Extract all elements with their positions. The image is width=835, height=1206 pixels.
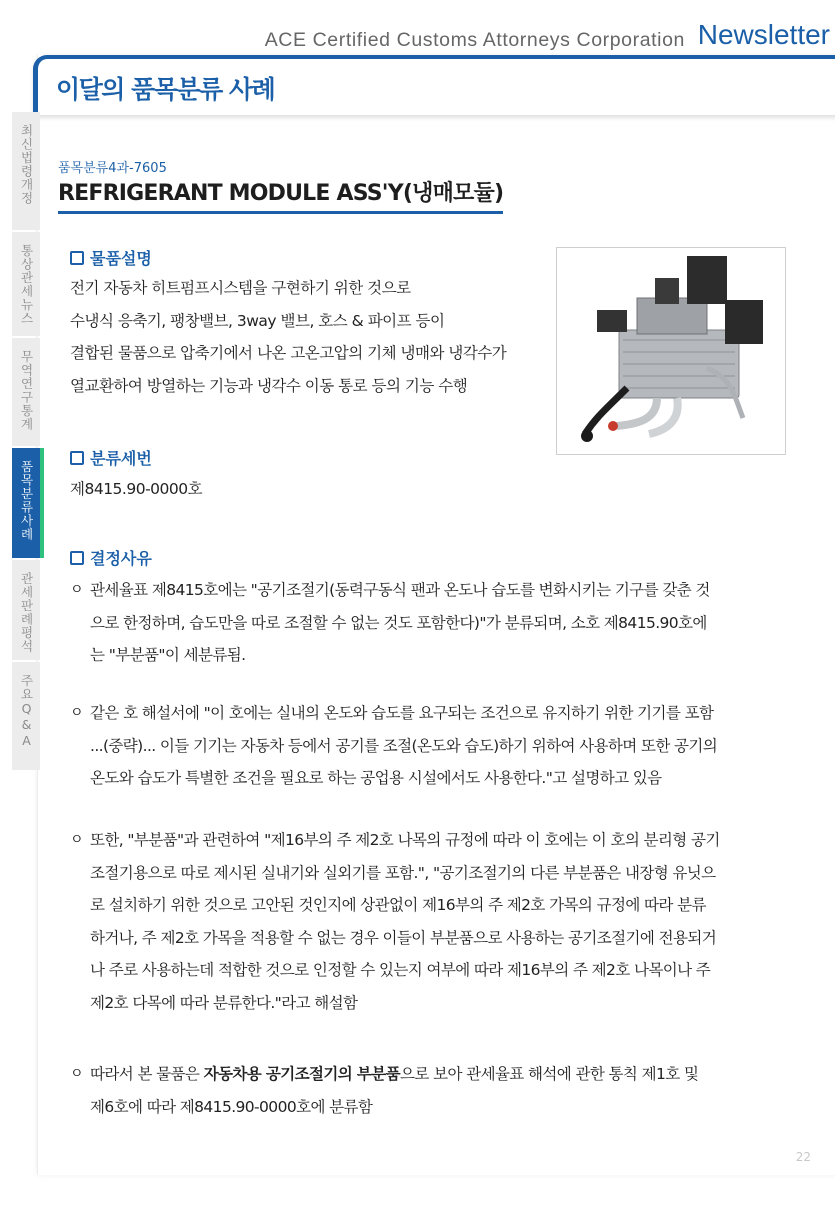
page-number: 22 [795, 1150, 811, 1164]
case-number: 품목분류4과-7605 [58, 161, 167, 176]
desc-line: 열교환하여 방열하는 기능과 냉각수 이동 통로 등의 기능 수행 [70, 376, 468, 395]
final-reason [70, 1058, 770, 1123]
final-post: 으로 보아 관세율표 해석에 관한 통칙 제1호 및 [400, 1065, 699, 1083]
tab-label: 무역연구통계 [19, 350, 34, 431]
company-name: ACE Certified Customs Attorneys Corporation [264, 29, 685, 51]
bullet-marker: ㅇ [70, 1066, 83, 1082]
tab-trade-news[interactable] [12, 232, 40, 336]
reason-line: 로 설치하기 위한 것으로 고안된 것인지에 상관없이 제16부의 주 제2호 가목의 규정에 따라 분류 [90, 896, 706, 914]
reason-line: 하거나, 주 제2호 가목을 적용할 수 없는 경우 이들이 부분품으로 사용하는 공기조절기에 전용되거 [90, 928, 717, 947]
tab-label: 통상관세뉴스 [19, 244, 34, 325]
reason-line: 조절기용으로 따로 제시된 실내기와 실외기를 포함.", "공기조절기의 다른 부분품은 내장형 유닛으 [90, 863, 716, 882]
article-title: REFRIGERANT MODULE ASS'Y(냉매모듈) [58, 176, 503, 214]
checkbox-icon [70, 551, 84, 565]
final-pre: 따라서 본 물품은 [90, 1065, 204, 1083]
section-title: 이달의 품목분류 사례 [56, 75, 275, 104]
reason-line: 는 "부분품"이 세분류됨. [90, 646, 246, 664]
reason-line: 제2호 다목에 따라 분류한다."라고 해설함 [90, 993, 358, 1012]
section-title-bar [33, 55, 835, 115]
desc-line: 전기 자동차 히트펌프시스템을 구현하기 위한 것으로 [70, 279, 411, 297]
reason-item [70, 574, 770, 672]
reason-heading-text: 결정사유 [90, 549, 152, 568]
tab-classification-cases[interactable] [12, 448, 44, 558]
tab-qa[interactable] [12, 662, 40, 770]
desc-heading-text: 물품설명 [90, 249, 152, 268]
checkbox-icon [70, 451, 84, 465]
tab-label: 주요Q&A [19, 674, 34, 749]
class-heading [70, 446, 152, 469]
class-heading-text: 분류세번 [90, 449, 152, 468]
desc-line: 수냉식 응축기, 팽창밸브, 3way 밸브, 호스 & 파이프 등이 [70, 311, 445, 330]
reason-line: 으로 한정하며, 습도만을 따로 조절할 수 없는 것도 포함한다)"가 분류되며, 소호 제8415.90호에 [90, 613, 707, 632]
tab-trade-research[interactable] [12, 338, 40, 446]
final-line-1 [90, 1058, 770, 1091]
tab-law-updates[interactable] [12, 112, 40, 230]
tab-case-reviews[interactable] [12, 560, 40, 660]
bullet-marker: ㅇ [70, 705, 83, 721]
reason-line: 관세율표 제8415호에는 "공기조절기(동력구동식 팬과 온도나 습도를 변화시키는 기구를 갖춘 것 [90, 581, 710, 599]
reason-item [70, 824, 770, 1019]
reason-line: ...(중략)... 이들 기기는 자동차 등에서 공기를 조절(온도와 습도)하기 위하여 사용하며 또한 공기의 [90, 736, 718, 755]
desc-heading [70, 246, 152, 269]
refrigerant-module-image [557, 248, 785, 454]
side-tabs [12, 112, 40, 772]
class-value: 제8415.90-0000호 [70, 480, 203, 498]
reason-item [70, 697, 770, 795]
reason-line: 또한, "부분품"과 관련하여 "제16부의 주 제2호 나목의 규정에 따라 이 호에는 이 호의 분리형 공기 [90, 831, 720, 849]
tab-label: 관세판례평석 [19, 572, 34, 653]
reason-heading [70, 546, 152, 569]
reason-line: 같은 호 해설서에 "이 호에는 실내의 온도와 습도를 요구되는 조건으로 유지하기 위한 기기를 포함 [90, 704, 714, 722]
final-line-2: 제6호에 따라 제8415.90-0000호에 분류함 [90, 1097, 373, 1116]
final-bold: 자동차용 공기조절기의 부분품 [203, 1065, 401, 1083]
tab-label: 품목분류사례 [19, 460, 34, 541]
reason-line: 온도와 습도가 특별한 조건을 필요로 하는 공업용 시설에서도 사용한다."고 설명하고 있음 [90, 769, 662, 787]
product-photo [556, 247, 786, 455]
checkbox-icon [70, 251, 84, 265]
reason-line: 나 주로 사용하는데 적합한 것으로 인정할 수 있는지 여부에 따라 제16부의 주 제2호 나목이나 주 [90, 961, 711, 979]
tab-label: 최신법령개정 [19, 124, 34, 205]
bullet-marker: ㅇ [70, 582, 83, 598]
bullet-marker: ㅇ [70, 832, 83, 848]
description [70, 272, 506, 402]
desc-line: 결합된 물품으로 압축기에서 나온 고온고압의 기체 냉매와 냉각수가 [70, 344, 507, 362]
newsletter-title: Newsletter [697, 19, 830, 50]
